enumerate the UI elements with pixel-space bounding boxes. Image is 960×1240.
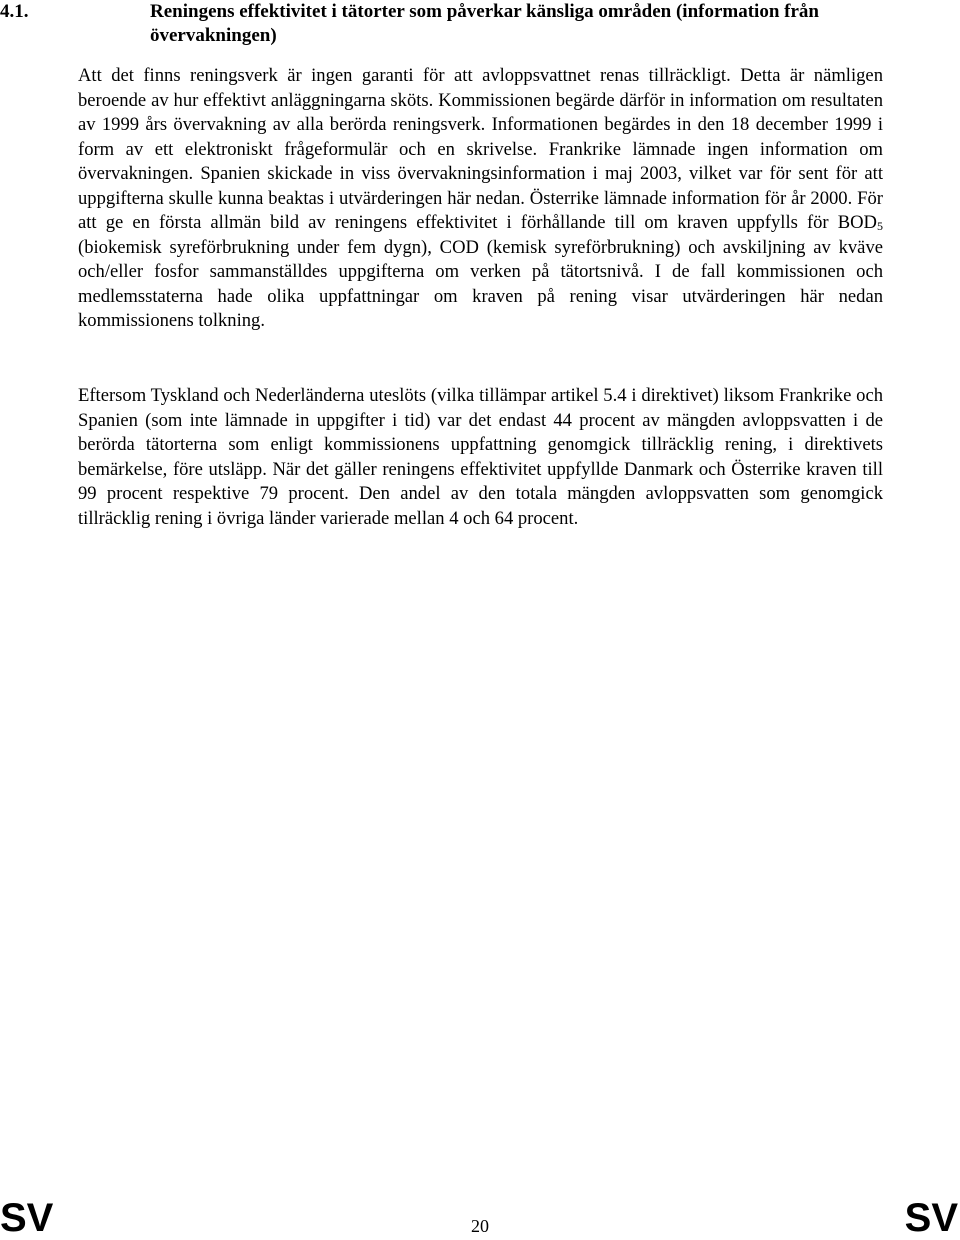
paragraph-results: Eftersom Tyskland och Nederländerna uteslöts (vilka tillämpar artikel 5.4 i direktivet) liksom Frankrike och Spanien (som inte lämnade in uppgifter i tid) var det endast 44 procent av mängden avloppsvatten i de berörda tätorterna som enligt kommissionens uppfattning genomgick tillräcklig rening, i direktivets bemärkelse, före utsläpp. När det gäller reningens effektivitet uppfyllde Danmark och Österrike kraven till 99 procent respektive 79 procent. Den andel av den totala mängden avloppsvatten som genomgick tillräcklig rening i övriga länder varierade mellan 4 och 64 procent. — [78, 385, 883, 529]
subscript-text: 5 — [877, 219, 883, 233]
footer-language-left: SV — [0, 1196, 54, 1240]
footer-language-right: SV — [904, 1196, 958, 1240]
paragraph-monitoring-info — [78, 64, 883, 334]
paragraph-text: Att det finns reningsverk är ingen garanti för att avloppsvattnet renas tillräckligt. Detta är nämligen beroende av hur effektivt anläggningarna sköts. Kommissionen begärde därför in information om resultaten av 1999 års övervakning av alla berörda reningsverk. Informationen begärdes in den 18 december 1999 i form av ett elektroniskt frågeformulär och en skrivelse. Frankrike lämnade ingen information om övervakningen. Spanien skickade in viss övervakningsinformation i maj 2003, vilket var för sent för att uppgifterna skulle kunna beaktas i utvärderingen här nedan. Österrike lämnade information för år 2000. För att ge en första allmän bild av reningens effektivitet i förhållande till om kraven uppfylls för BOD — [78, 65, 883, 233]
paragraph-text-continued: (biokemisk syreförbrukning under fem dygn), COD (kemisk syreförbrukning) och avskiljning av kväve och/eller fosfor sammanställdes uppgifterna om verken på tätortsnivå. I de fall kommissionen och medlemsstaterna hade olika uppfattningar om kraven på rening visar utvärderingen här nedan kommissionens tolkning. — [78, 236, 883, 331]
page-number: 20 — [471, 1216, 489, 1236]
section-heading — [0, 0, 888, 48]
section-number: 4.1. — [0, 1, 29, 22]
section-title: Reningens effektivitet i tätorter som påverkar känsliga områden (information från övervakningen) — [150, 1, 819, 46]
